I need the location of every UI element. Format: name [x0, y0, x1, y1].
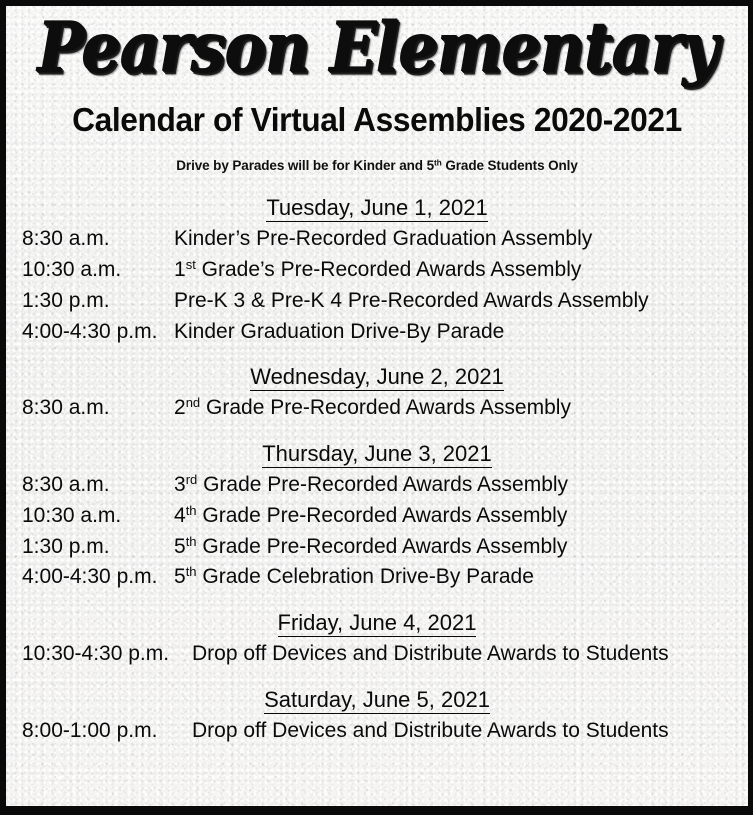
schedule-row-ordinal-suffix: nd: [185, 395, 201, 411]
day-heading-label: Wednesday, June 2, 2021: [250, 364, 504, 390]
schedule-row-description: [174, 562, 748, 593]
schedule-row-description-text: 4: [174, 503, 186, 527]
schedule-row-description: [174, 532, 748, 563]
schedule-row-time: 1:30 p.m.: [22, 534, 110, 558]
schedule-row-description: [174, 470, 748, 501]
schedule-row: [6, 224, 748, 255]
day-heading-label: Thursday, June 3, 2021: [262, 441, 492, 467]
schedule-row-description-text: Drop off Devices and Distribute Awards to Students: [192, 718, 669, 742]
schedule-row-description-text: Kinder Graduation Drive-By Parade: [174, 319, 505, 343]
day-block: [6, 364, 748, 424]
schedule-row-time: 1:30 p.m.: [22, 288, 110, 312]
schedule-row-time: 8:30 a.m.: [22, 472, 110, 496]
school-name-title: Pearson Elementary: [36, 6, 718, 88]
day-heading: [6, 610, 748, 637]
schedule-row-description-text: 2: [174, 396, 186, 420]
schedule-row-description-tail: Grade Pre-Recorded Awards Assembly: [197, 472, 569, 496]
schedule-row: [6, 470, 748, 501]
schedule-row-description-tail: Grade Celebration Drive-By Parade: [196, 565, 534, 589]
day-block: [6, 195, 748, 347]
schedule-row-description-text: 1: [174, 257, 186, 281]
schedule-row: [6, 286, 748, 317]
schedule-row-description: [174, 255, 748, 286]
day-heading: [6, 441, 748, 468]
schedule-row-ordinal-suffix: th: [185, 533, 197, 549]
day-heading: [6, 195, 748, 222]
schedule-row-description-tail: Grade Pre-Recorded Awards Assembly: [196, 503, 568, 527]
schedule-row-description-tail: Grade’s Pre-Recorded Awards Assembly: [195, 257, 582, 281]
schedule-row-description-text: 5: [174, 565, 186, 589]
schedule-row-description-text: 3: [174, 472, 186, 496]
schedule-row-description-text: Kinder’s Pre-Recorded Graduation Assembly: [174, 226, 593, 250]
schedule-row-time: 8:30 a.m.: [22, 226, 110, 250]
schedule-row-time: 4:00-4:30 p.m.: [22, 565, 158, 589]
day-block: [6, 441, 748, 593]
day-heading: [6, 687, 748, 714]
schedule-row-ordinal-suffix: st: [185, 257, 196, 273]
schedule-row: [6, 255, 748, 286]
schedule-row: [6, 532, 748, 563]
schedule-row-description: [192, 716, 748, 747]
parade-note-tail: Grade Students Only: [441, 158, 578, 174]
schedule-row-description: [174, 501, 748, 532]
parade-note: [6, 158, 748, 173]
schedule-row-time: 8:00-1:00 p.m.: [22, 718, 158, 742]
schedule-row-description-text: Pre-K 3 & Pre-K 4 Pre-Recorded Awards Assembly: [174, 288, 649, 312]
schedule-row-description-tail: Grade Pre-Recorded Awards Assembly: [196, 534, 568, 558]
schedule-list: [6, 195, 748, 747]
schedule-row-description: [174, 393, 748, 424]
day-heading-label: Saturday, June 5, 2021: [264, 687, 490, 712]
schedule-row-description-tail: Grade Pre-Recorded Awards Assembly: [200, 396, 571, 420]
schedule-row-description-text: 5: [174, 534, 186, 558]
schedule-row-description: [192, 639, 748, 670]
schedule-row-ordinal-suffix: rd: [185, 472, 198, 488]
schedule-row-ordinal-suffix: th: [185, 502, 197, 518]
schedule-row-time: 10:30 a.m.: [22, 503, 122, 527]
schedule-row: [6, 501, 748, 532]
schedule-row: [6, 639, 748, 670]
schedule-row-description: [174, 286, 748, 317]
schedule-row-description-text: Drop off Devices and Distribute Awards to Students: [192, 642, 669, 666]
schedule-row-time: 8:30 a.m.: [22, 396, 110, 420]
schedule-row: [6, 562, 748, 593]
day-block: [6, 687, 748, 747]
day-block: [6, 610, 748, 670]
day-heading-label: Friday, June 4, 2021: [277, 610, 477, 636]
parade-note-ordinal-suffix: th: [434, 157, 442, 168]
day-heading: [6, 364, 748, 391]
schedule-row: [6, 317, 748, 348]
schedule-row-ordinal-suffix: th: [185, 564, 197, 580]
schedule-row-description: [174, 224, 748, 255]
schedule-row-time: 4:00-4:30 p.m.: [22, 319, 158, 343]
schedule-row: [6, 716, 748, 747]
parade-note-text: Drive by Parades will be for Kinder and 5: [176, 158, 434, 174]
schedule-row-time: 10:30-4:30 p.m.: [22, 642, 170, 666]
schedule-row-description: [174, 317, 748, 348]
day-heading-label: Tuesday, June 1, 2021: [266, 195, 488, 221]
schedule-row: [6, 393, 748, 424]
schedule-row-time: 10:30 a.m.: [22, 257, 122, 281]
calendar-subtitle: Calendar of Virtual Assemblies 2020-2021: [72, 101, 682, 139]
